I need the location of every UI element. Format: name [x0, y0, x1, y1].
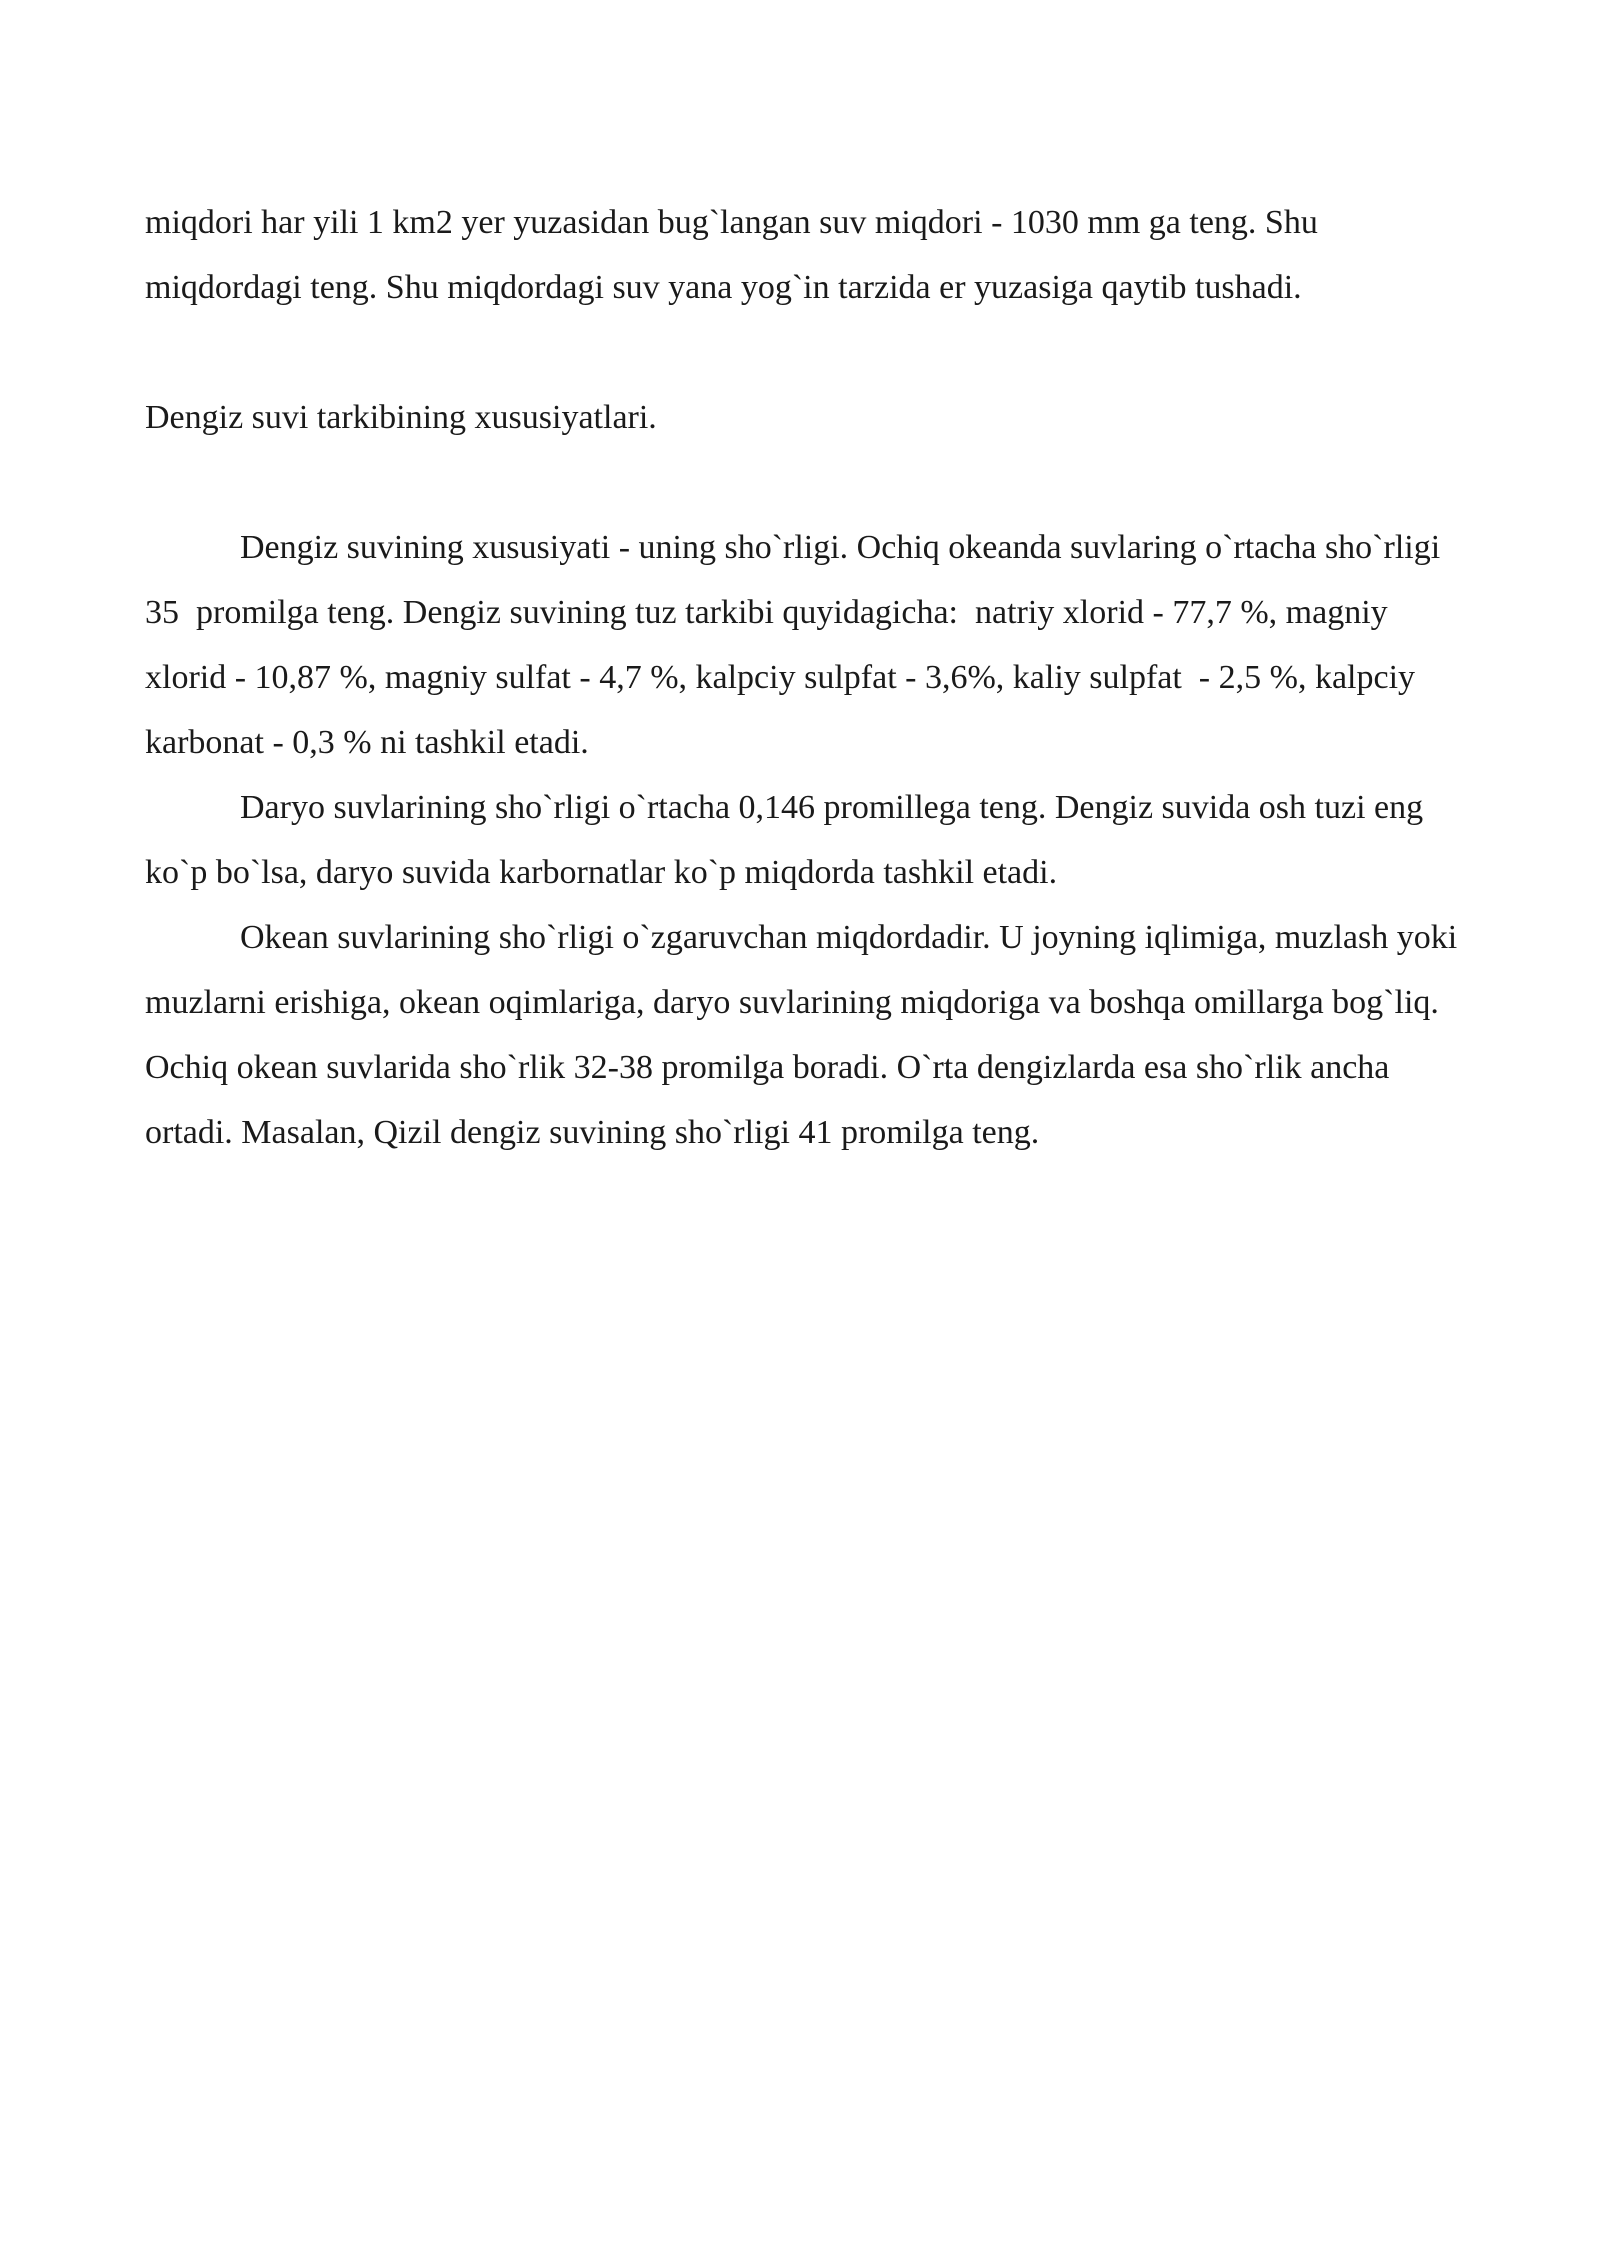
ocean-salinity-paragraph: Okean suvlarining sho`rligi o`zgaruvchan miqdordadir. U joyning iqlimiga, muzlash yoki muzlarni erishiga, okean oqimlariga, daryo suvlarining miqdoriga va boshqa omillarga bog`liq. Ochiq okean suvlarida sho`rlik 32-38 promilga boradi. O`rta dengizlarda esa sho`rlik ancha ortadi. Masalan, Qizil dengiz suvining sho`rligi 41 promilga teng. [145, 919, 1466, 1151]
intro-paragraph: miqdori har yili 1 km2 yer yuzasidan bug`langan suv miqdori - 1030 mm ga teng. Shu miqdordagi teng. Shu miqdordagi suv yana yog`in tarzida er yuzasiga qaytib tushadi. [145, 204, 1327, 306]
river-salinity-paragraph: Daryo suvlarining sho`rligi o`rtacha 0,146 promillega teng. Dengiz suvida osh tuzi eng ko`p bo`lsa, daryo suvida karbornatlar ko`p miqdorda tashkil etadi. [145, 789, 1432, 891]
salinity-paragraph: Dengiz suvining xususiyati - uning sho`rligi. Ochiq okeanda suvlaring o`rtacha sho`rligi 35 promilga teng. Dengiz suvining tuz tarkibi quyidagicha: natriy xlorid - 77,7 %, magniy xlorid - 10,87 %, magniy sulfat - 4,7 %, kalpciy sulpfat - 3,6%, kaliy sulpfat - 2,5 %, kalpciy karbonat - 0,3 % ni tashkil etadi. [145, 529, 1449, 761]
document-body [145, 190, 1465, 1165]
section-heading: Dengiz suvi tarkibining xususiyatlari. [145, 399, 657, 436]
paragraph-spacer [145, 320, 1465, 385]
paragraph-spacer [145, 450, 1465, 515]
